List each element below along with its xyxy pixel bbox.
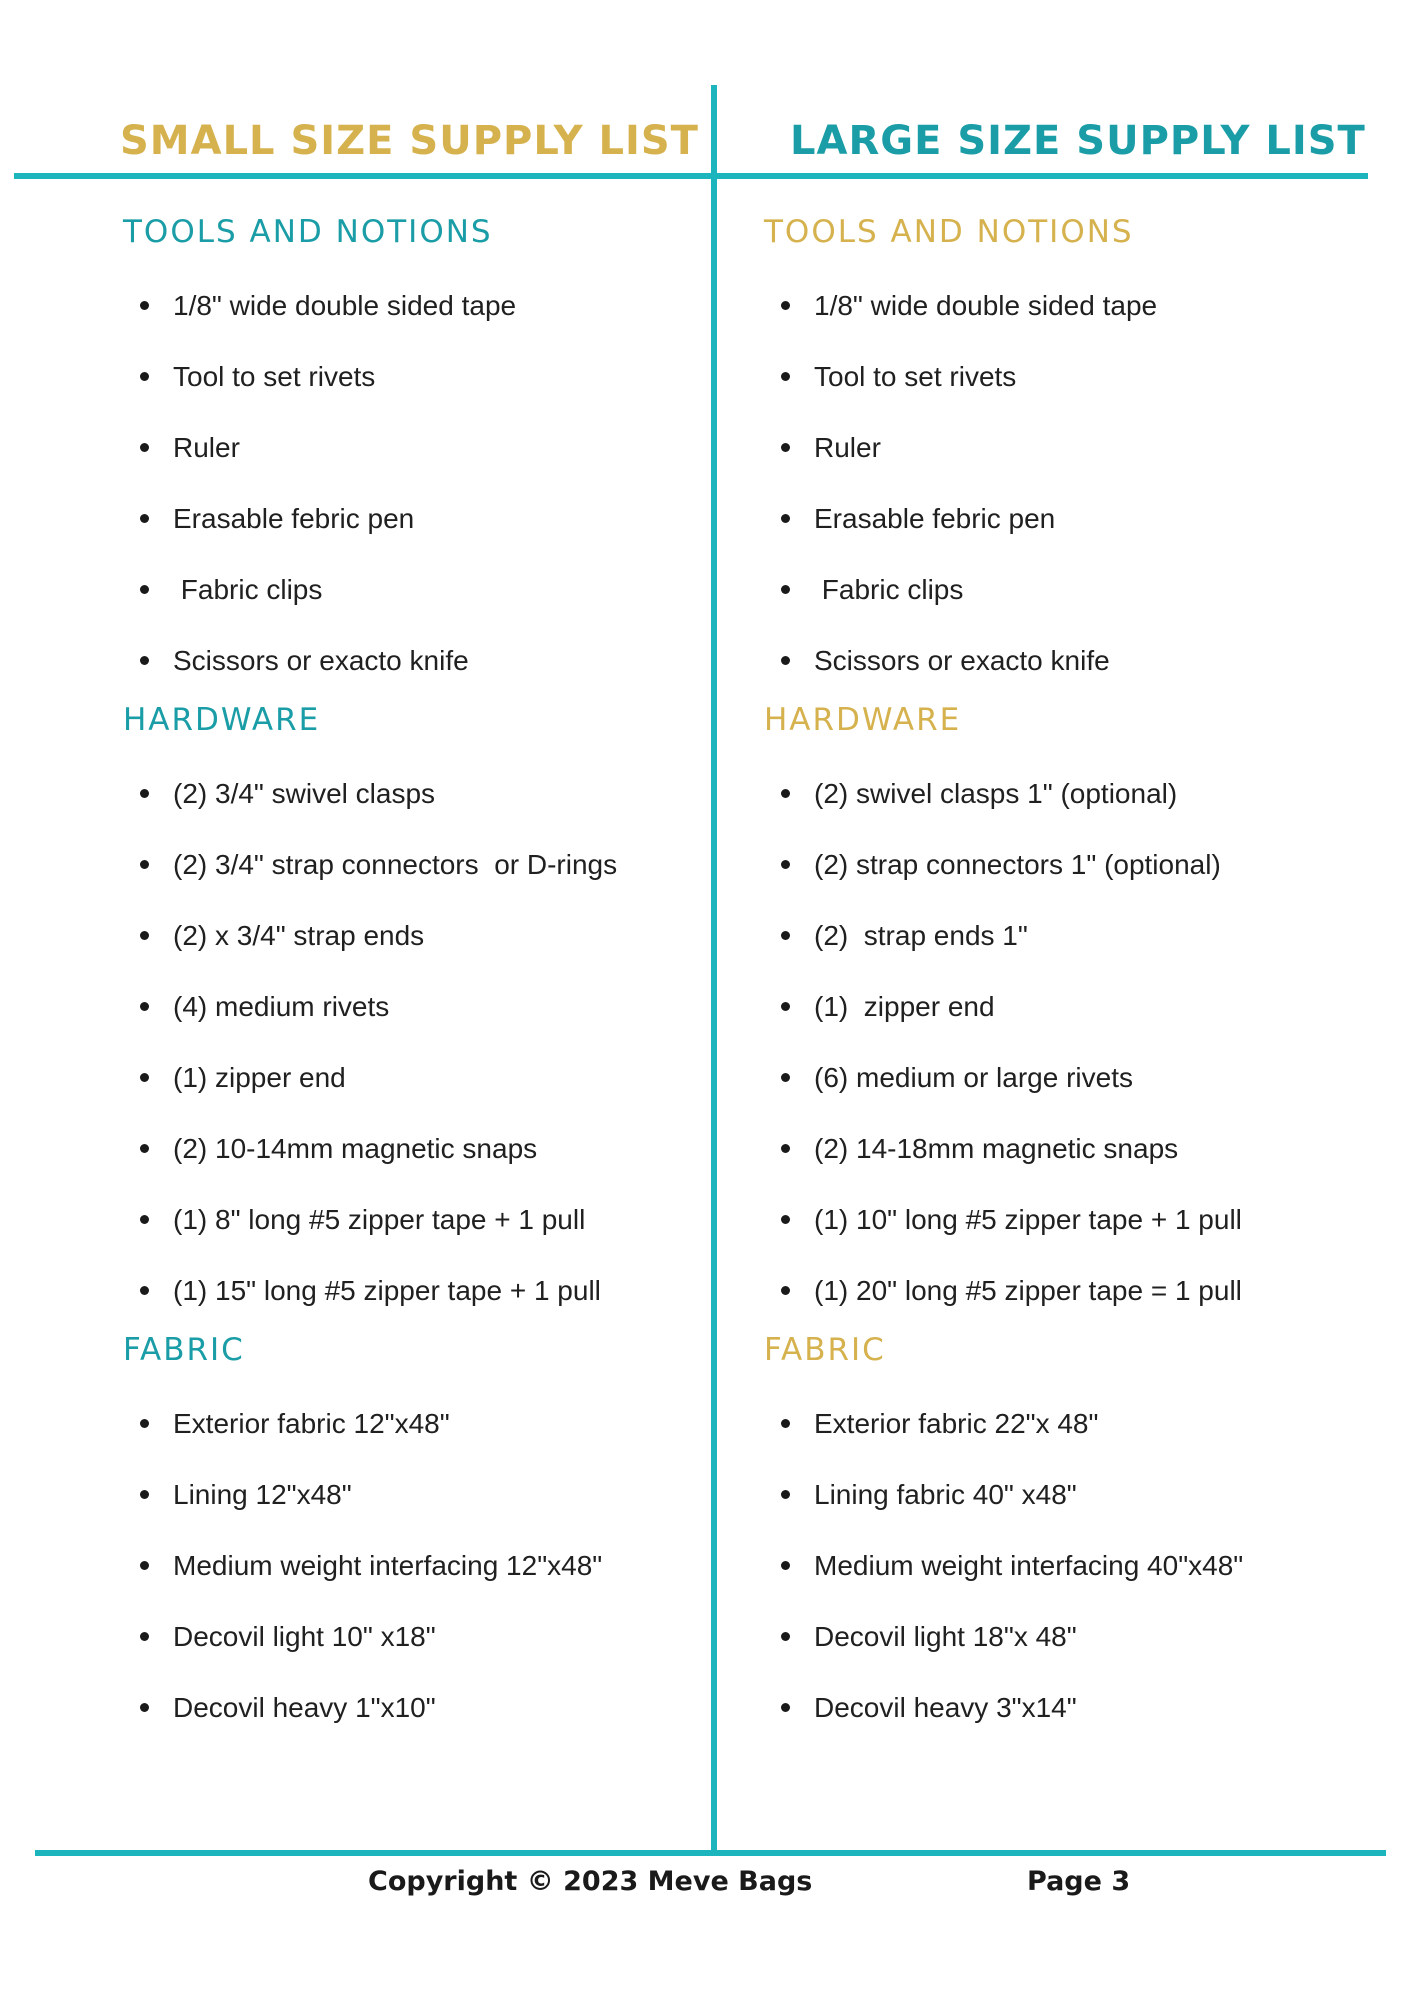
- list-item-text: Ruler: [814, 432, 881, 463]
- bullet-icon: [781, 585, 790, 594]
- list-item: [123, 1601, 693, 1672]
- list-item: [764, 1255, 1364, 1326]
- large-size-column: [764, 212, 1364, 1743]
- list-item: [123, 554, 693, 625]
- list-item: [764, 1042, 1364, 1113]
- list-item-text: Fabric clips: [814, 574, 964, 605]
- list-item-text: 1/8" wide double sided tape: [173, 290, 517, 321]
- bullet-icon: [781, 931, 790, 940]
- bullet-icon: [140, 1215, 149, 1224]
- list-item: [764, 1672, 1364, 1743]
- bullet-icon: [140, 1490, 149, 1499]
- bullet-icon: [781, 1419, 790, 1428]
- supply-list: [764, 1388, 1364, 1743]
- list-item: [764, 1601, 1364, 1672]
- list-item-text: (1) zipper end: [173, 1062, 346, 1093]
- page-number: Page 3: [1027, 1866, 1131, 1897]
- supply-list: [764, 270, 1364, 696]
- list-item-text: Decovil light 18"x 48": [814, 1621, 1077, 1652]
- list-item: [764, 758, 1364, 829]
- list-item: [764, 625, 1364, 696]
- list-item: [123, 412, 693, 483]
- list-item: [764, 412, 1364, 483]
- list-item: [764, 971, 1364, 1042]
- bullet-icon: [781, 1561, 790, 1570]
- large-size-title: LARGE SIZE SUPPLY LIST: [790, 118, 1366, 164]
- supply-list: [123, 758, 693, 1326]
- list-item-text: (1) 15" long #5 zipper tape + 1 pull: [173, 1275, 601, 1306]
- list-item: [123, 341, 693, 412]
- bullet-icon: [140, 1073, 149, 1082]
- bullet-icon: [140, 1002, 149, 1011]
- list-item: [123, 758, 693, 829]
- list-item: [123, 829, 693, 900]
- list-item-text: (2) 3/4" swivel clasps: [173, 778, 436, 809]
- list-item: [123, 1184, 693, 1255]
- list-item-text: 1/8" wide double sided tape: [814, 290, 1158, 321]
- list-item: [123, 971, 693, 1042]
- list-item: [123, 1672, 693, 1743]
- list-item-text: Scissors or exacto knife: [173, 645, 469, 676]
- list-item-text: Decovil heavy 1"x10": [173, 1692, 436, 1723]
- bullet-icon: [781, 1144, 790, 1153]
- bullet-icon: [781, 1703, 790, 1712]
- small-size-column: [123, 212, 693, 1743]
- list-item: [123, 270, 693, 341]
- list-item-text: Exterior fabric 12"x48": [173, 1408, 450, 1439]
- small-size-title: SMALL SIZE SUPPLY LIST: [120, 118, 699, 164]
- section-heading: HARDWARE: [123, 702, 321, 738]
- list-item: [764, 1530, 1364, 1601]
- section-heading: TOOLS AND NOTIONS: [764, 214, 1134, 250]
- bullet-icon: [140, 656, 149, 665]
- list-item-text: Exterior fabric 22"x 48": [814, 1408, 1099, 1439]
- list-item-text: (1) zipper end: [814, 991, 995, 1022]
- footer-rule: [35, 1850, 1386, 1856]
- bullet-icon: [781, 1632, 790, 1641]
- list-item-text: (2) strap connectors 1" (optional): [814, 849, 1221, 880]
- section-heading: HARDWARE: [764, 702, 962, 738]
- header-rule: [14, 173, 1368, 179]
- bullet-icon: [140, 514, 149, 523]
- bullet-icon: [781, 1490, 790, 1499]
- bullet-icon: [781, 443, 790, 452]
- list-item-text: (2) 14-18mm magnetic snaps: [814, 1133, 1179, 1164]
- bullet-icon: [140, 443, 149, 452]
- list-item: [123, 483, 693, 554]
- bullet-icon: [140, 585, 149, 594]
- list-item-text: (1) 20" long #5 zipper tape = 1 pull: [814, 1275, 1242, 1306]
- list-item: [764, 1184, 1364, 1255]
- copyright-text: Copyright © 2023 Meve Bags: [368, 1866, 813, 1897]
- list-item-text: Tool to set rivets: [173, 361, 376, 392]
- list-item: [123, 1388, 693, 1459]
- list-item: [764, 554, 1364, 625]
- bullet-icon: [140, 1419, 149, 1428]
- list-item-text: (2) 3/4" strap connectors or D-rings: [173, 849, 618, 880]
- section-heading: TOOLS AND NOTIONS: [123, 214, 493, 250]
- bullet-icon: [781, 789, 790, 798]
- list-item-text: (6) medium or large rivets: [814, 1062, 1133, 1093]
- bullet-icon: [781, 514, 790, 523]
- bullet-icon: [781, 1286, 790, 1295]
- bullet-icon: [140, 1703, 149, 1712]
- list-item: [123, 1113, 693, 1184]
- list-item-text: Erasable febric pen: [173, 503, 415, 534]
- supply-list: [764, 758, 1364, 1326]
- list-item-text: Erasable febric pen: [814, 503, 1056, 534]
- list-item-text: (1) 8" long #5 zipper tape + 1 pull: [173, 1204, 586, 1235]
- list-item: [764, 483, 1364, 554]
- section-heading: FABRIC: [123, 1332, 245, 1368]
- bullet-icon: [781, 1215, 790, 1224]
- bullet-icon: [781, 1002, 790, 1011]
- bullet-icon: [781, 860, 790, 869]
- list-item-text: Ruler: [173, 432, 240, 463]
- list-item: [123, 1530, 693, 1601]
- bullet-icon: [140, 931, 149, 940]
- bullet-icon: [781, 372, 790, 381]
- bullet-icon: [781, 301, 790, 310]
- list-item-text: Lining 12"x48": [173, 1479, 352, 1510]
- list-item: [764, 1113, 1364, 1184]
- bullet-icon: [781, 1073, 790, 1082]
- list-item-text: (2) swivel clasps 1" (optional): [814, 778, 1178, 809]
- bullet-icon: [140, 301, 149, 310]
- list-item-text: (2) 10-14mm magnetic snaps: [173, 1133, 538, 1164]
- list-item-text: (2) strap ends 1": [814, 920, 1028, 951]
- bullet-icon: [140, 1632, 149, 1641]
- list-item-text: Medium weight interfacing 12"x48": [173, 1550, 603, 1581]
- list-item-text: Fabric clips: [173, 574, 323, 605]
- bullet-icon: [140, 860, 149, 869]
- list-item-text: Decovil heavy 3"x14": [814, 1692, 1077, 1723]
- list-item-text: Lining fabric 40" x48": [814, 1479, 1077, 1510]
- list-item: [764, 900, 1364, 971]
- list-item: [764, 341, 1364, 412]
- list-item-text: Scissors or exacto knife: [814, 645, 1110, 676]
- bullet-icon: [140, 372, 149, 381]
- list-item: [764, 1388, 1364, 1459]
- list-item: [764, 270, 1364, 341]
- supply-list: [123, 270, 693, 696]
- list-item: [123, 1459, 693, 1530]
- list-item-text: (2) x 3/4" strap ends: [173, 920, 425, 951]
- bullet-icon: [140, 789, 149, 798]
- bullet-icon: [140, 1144, 149, 1153]
- bullet-icon: [140, 1561, 149, 1570]
- list-item-text: (1) 10" long #5 zipper tape + 1 pull: [814, 1204, 1242, 1235]
- list-item: [123, 900, 693, 971]
- section-heading: FABRIC: [764, 1332, 886, 1368]
- list-item-text: Tool to set rivets: [814, 361, 1017, 392]
- list-item-text: Medium weight interfacing 40"x48": [814, 1550, 1244, 1581]
- list-item: [123, 1255, 693, 1326]
- list-item: [764, 829, 1364, 900]
- bullet-icon: [781, 656, 790, 665]
- column-divider: [711, 85, 717, 1856]
- list-item: [123, 1042, 693, 1113]
- list-item-text: Decovil light 10" x18": [173, 1621, 436, 1652]
- list-item: [123, 625, 693, 696]
- supply-list: [123, 1388, 693, 1743]
- bullet-icon: [140, 1286, 149, 1295]
- list-item-text: (4) medium rivets: [173, 991, 390, 1022]
- list-item: [764, 1459, 1364, 1530]
